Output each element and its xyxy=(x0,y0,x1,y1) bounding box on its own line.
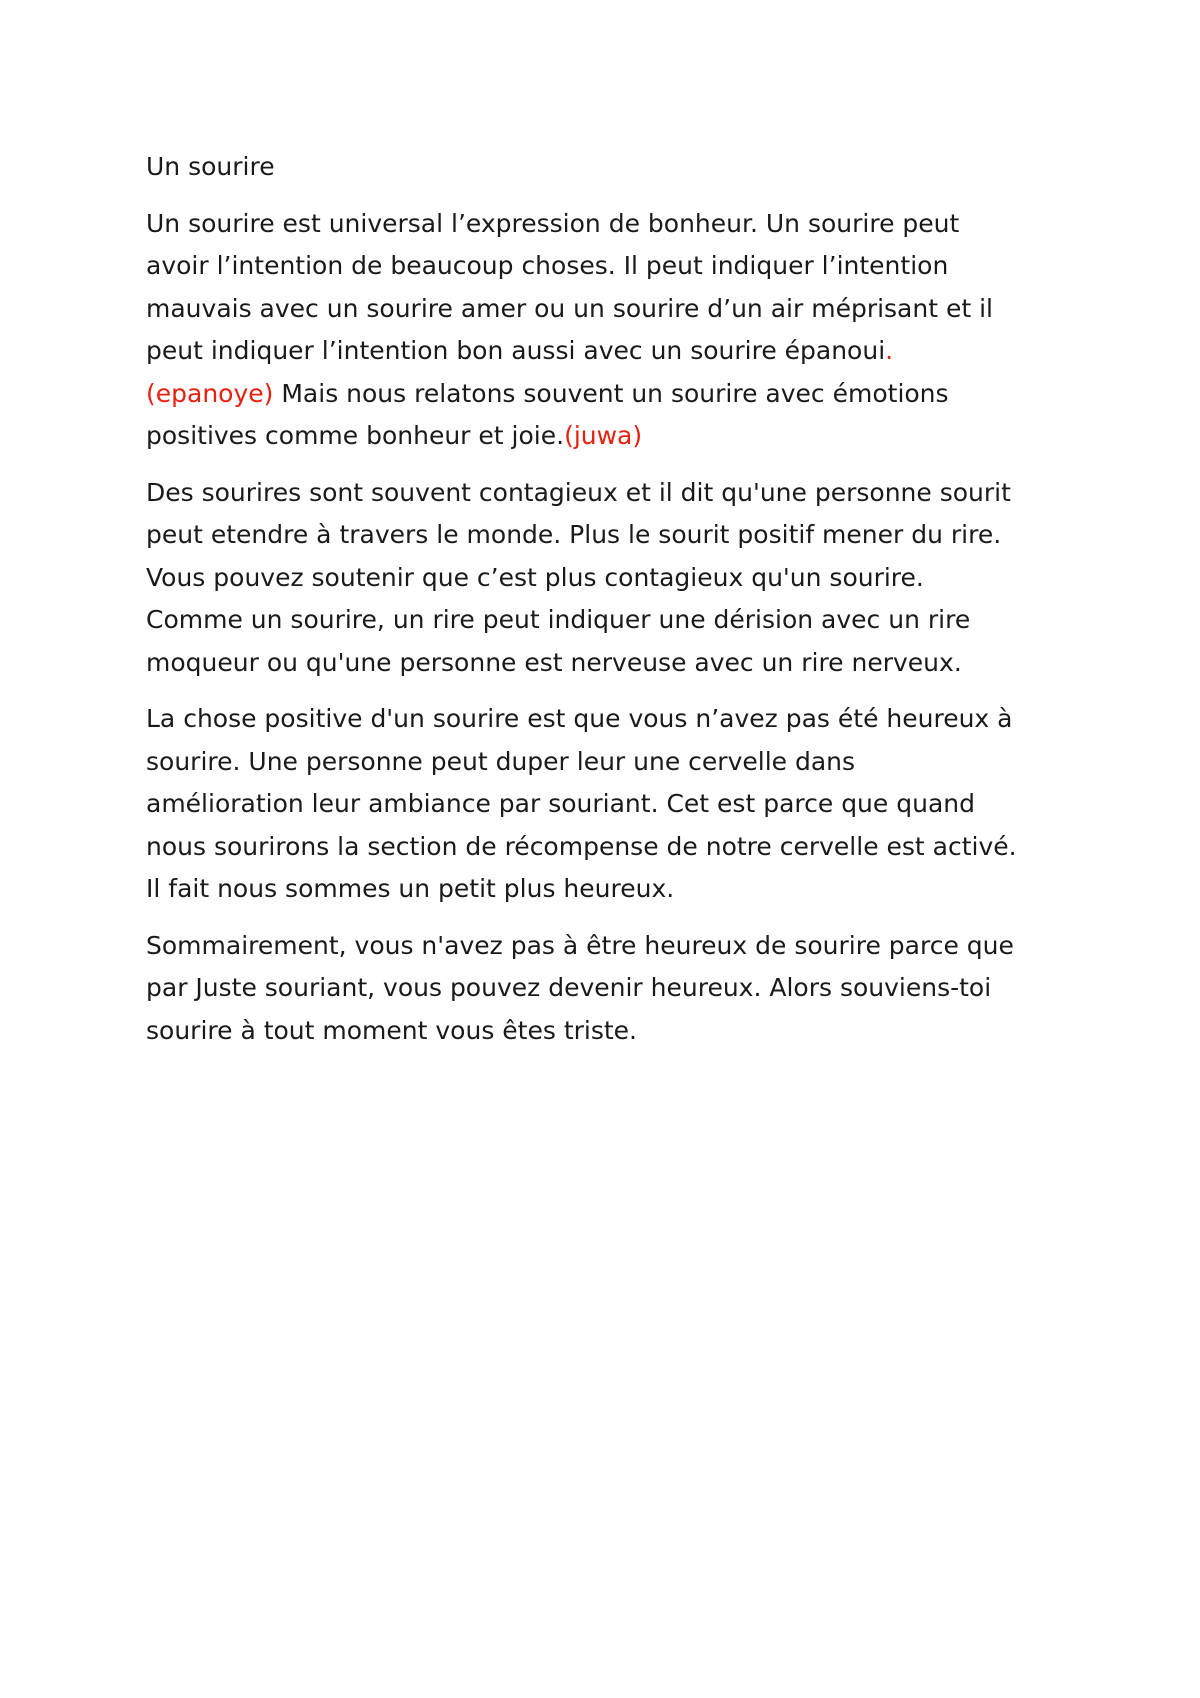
red-annotation: (epanoye) xyxy=(146,378,274,408)
text-line xyxy=(146,925,1076,968)
text-line xyxy=(146,1010,1076,1053)
text-segment: Des sourires sont souvent contagieux et il dit qu'une personne sourit xyxy=(146,477,1011,507)
text-segment: positives comme bonheur et joie. xyxy=(146,421,565,450)
text-line xyxy=(146,472,1076,515)
text-segment: peut etendre à travers le monde. Plus le sourit positif mener du rire. xyxy=(146,520,1002,549)
text-line xyxy=(146,783,1076,826)
text-segment: mauvais avec un sourire amer ou un sourire d’un air méprisant et il xyxy=(146,293,993,323)
text-line xyxy=(146,415,1076,458)
text-segment: sourire à tout moment vous êtes triste. xyxy=(146,1015,638,1045)
red-annotation: . xyxy=(885,336,894,365)
text-line xyxy=(146,868,1076,911)
text-line xyxy=(146,599,1076,642)
text-segment: Il fait nous sommes un petit plus heureux. xyxy=(146,874,675,903)
text-segment: sourire. Une personne peut duper leur une cervelle dans xyxy=(146,746,856,776)
text-line xyxy=(146,741,1076,784)
text-line xyxy=(146,557,1076,600)
paragraph-1 xyxy=(146,203,1076,458)
text-line xyxy=(146,826,1076,869)
text-line xyxy=(146,642,1076,685)
red-annotation: (juwa) xyxy=(564,421,643,450)
document-body xyxy=(146,146,1076,1066)
text-segment: amélioration leur ambiance par souriant. Cet est parce que quand xyxy=(146,789,975,818)
text-segment: La chose positive d'un sourire est que vous n’avez pas été heureux à xyxy=(146,704,1013,733)
text-segment: Sommairement, vous n'avez pas à être heureux de sourire parce que xyxy=(146,930,1014,960)
text-segment: moqueur ou qu'une personne est nerveuse avec un rire nerveux. xyxy=(146,647,962,677)
text-segment: nous sourirons la section de récompense de notre cervelle est activé. xyxy=(146,831,1017,861)
text-line xyxy=(146,330,1076,373)
text-segment: Mais nous relatons souvent un sourire avec émotions xyxy=(273,378,949,408)
text-line xyxy=(146,514,1076,557)
paragraph-4 xyxy=(146,925,1076,1053)
paragraph-3 xyxy=(146,698,1076,911)
text-line xyxy=(146,373,1076,416)
text-line xyxy=(146,967,1076,1010)
text-line xyxy=(146,203,1076,246)
document-title: Un sourire xyxy=(146,152,275,181)
text-segment: peut indiquer l’intention bon aussi avec un sourire épanoui xyxy=(146,336,886,365)
text-segment: avoir l’intention de beaucoup choses. Il peut indiquer l’intention xyxy=(146,251,949,280)
paragraph-2 xyxy=(146,472,1076,685)
text-line xyxy=(146,698,1076,741)
text-segment: Comme un sourire, un rire peut indiquer une dérision avec un rire xyxy=(146,605,971,634)
text-segment: Un sourire est universal l’expression de bonheur. Un sourire peut xyxy=(146,208,960,238)
text-line xyxy=(146,245,1076,288)
text-line xyxy=(146,288,1076,331)
paragraphs-container xyxy=(146,203,1076,1053)
text-segment: par Juste souriant, vous pouvez devenir heureux. Alors souviens-toi xyxy=(146,973,992,1002)
text-segment: Vous pouvez soutenir que c’est plus contagieux qu'un sourire. xyxy=(146,562,924,592)
